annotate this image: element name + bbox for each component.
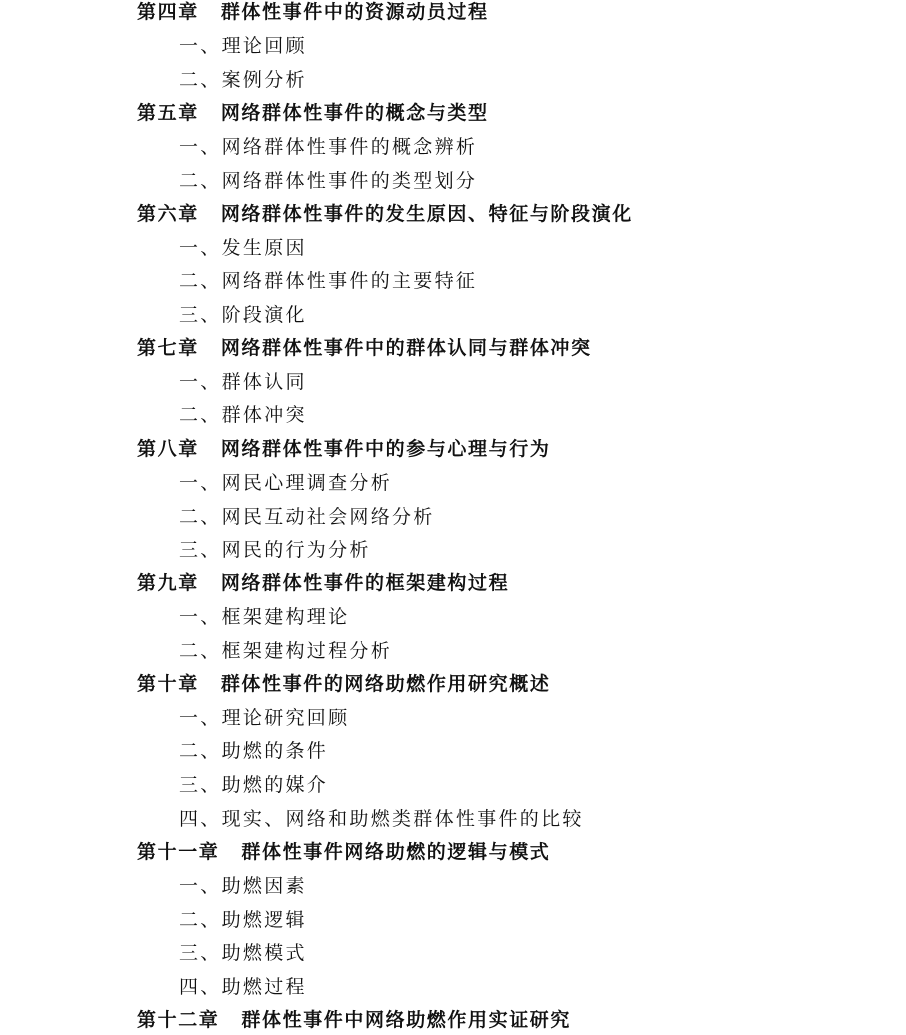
chapter-heading <box>137 437 550 461</box>
chapter-title: 网络群体性事件的框架建构过程 <box>220 572 510 594</box>
chapter-number: 第十一章 <box>137 841 220 863</box>
section-item: 三、网民的行为分析 <box>179 539 371 561</box>
chapter-number: 第九章 <box>137 572 199 594</box>
chapter-title: 群体性事件中网络助燃作用实证研究 <box>241 1009 572 1031</box>
chapter-heading <box>137 571 509 595</box>
chapter-heading <box>137 336 592 360</box>
chapter-title: 网络群体性事件中的参与心理与行为 <box>220 438 551 460</box>
section-item: 一、网络群体性事件的概念辨析 <box>179 136 478 158</box>
section-item: 二、助燃的条件 <box>179 740 329 762</box>
section-item: 一、框架建构理论 <box>179 606 350 628</box>
chapter-heading <box>137 672 550 696</box>
chapter-heading <box>137 0 489 24</box>
chapter-number: 第七章 <box>137 337 199 359</box>
chapter-title: 网络群体性事件的概念与类型 <box>220 102 489 124</box>
section-item: 二、框架建构过程分析 <box>179 640 393 662</box>
section-item: 二、助燃逻辑 <box>179 909 307 931</box>
section-item: 二、案例分析 <box>179 69 307 91</box>
chapter-number: 第八章 <box>137 438 199 460</box>
section-item: 一、群体认同 <box>179 371 307 393</box>
section-item: 一、助燃因素 <box>179 875 307 897</box>
chapter-heading <box>137 202 633 226</box>
section-item: 二、网民互动社会网络分析 <box>179 506 435 528</box>
section-item: 二、网络群体性事件的主要特征 <box>179 270 478 292</box>
section-item: 三、助燃模式 <box>179 942 307 964</box>
section-item: 一、理论研究回顾 <box>179 707 350 729</box>
chapter-heading <box>137 1008 571 1032</box>
chapter-heading <box>137 101 489 125</box>
chapter-number: 第四章 <box>137 1 199 23</box>
section-item: 四、助燃过程 <box>179 976 307 998</box>
chapter-number: 第六章 <box>137 203 199 225</box>
chapter-number: 第十二章 <box>137 1009 220 1031</box>
chapter-title: 群体性事件中的资源动员过程 <box>220 1 489 23</box>
section-item: 三、助燃的媒介 <box>179 774 329 796</box>
section-item: 二、群体冲突 <box>179 404 307 426</box>
chapter-number: 第十章 <box>137 673 199 695</box>
chapter-title: 网络群体性事件的发生原因、特征与阶段演化 <box>220 203 633 225</box>
section-item: 二、网络群体性事件的类型划分 <box>179 170 478 192</box>
chapter-title: 网络群体性事件中的群体认同与群体冲突 <box>220 337 592 359</box>
section-item: 一、网民心理调查分析 <box>179 472 393 494</box>
chapter-title: 群体性事件网络助燃的逻辑与模式 <box>241 841 551 863</box>
chapter-heading <box>137 840 550 864</box>
chapter-title: 群体性事件的网络助燃作用研究概述 <box>220 673 551 695</box>
section-item: 四、现实、网络和助燃类群体性事件的比较 <box>179 808 584 830</box>
section-item: 一、理论回顾 <box>179 35 307 57</box>
section-item: 三、阶段演化 <box>179 304 307 326</box>
section-item: 一、发生原因 <box>179 237 307 259</box>
chapter-number: 第五章 <box>137 102 199 124</box>
